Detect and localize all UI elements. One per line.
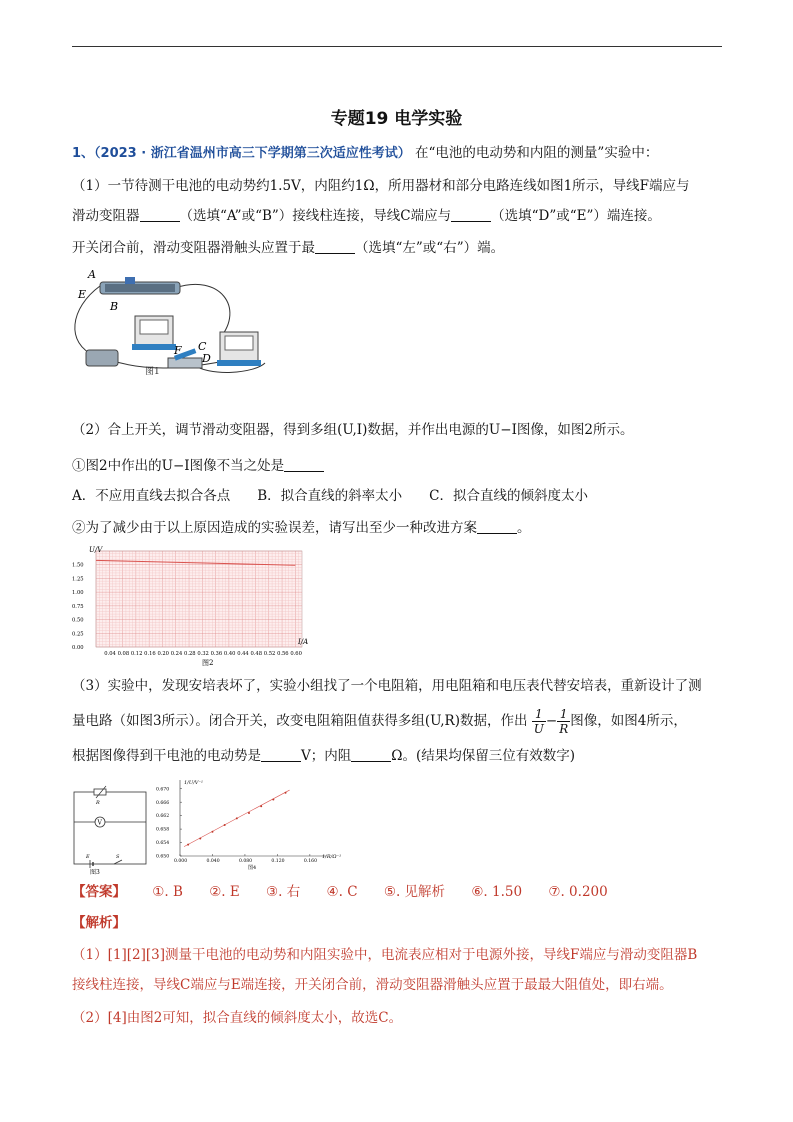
x-tick-label: 0.080	[238, 859, 253, 864]
data-point	[199, 838, 201, 840]
x-tick-label: 0.40	[223, 651, 236, 657]
frac-den: R	[559, 722, 569, 736]
part3-text-c: 根据图像得到干电池的电动势是	[72, 748, 261, 764]
data-point	[248, 812, 250, 814]
x-tick-label: 0.60	[290, 651, 302, 657]
y-tick-label: 0.25	[72, 631, 84, 638]
x-tick-label: 0.36	[210, 651, 223, 657]
fig1-label-b: B	[110, 300, 119, 313]
part1-line2	[72, 206, 732, 226]
part3-text-b: 图像，如图4所示，	[570, 713, 687, 729]
x-tick-label: 0.04	[104, 651, 116, 657]
frac-num: 1	[557, 707, 570, 722]
part1-text-b: （选填“A”或“B”）接线柱连接，导线C端应与	[179, 208, 452, 224]
figure-2-ui-chart	[70, 543, 320, 668]
analysis-line1: （1）[1][2][3]测量干电池的电动势和内阻实验中，电流表应相对于电源外接，导线F端应与滑动变阻器B	[72, 947, 698, 963]
y-tick-label: 0.654	[156, 841, 170, 847]
chart4-ylabel: 1/U/V⁻¹	[184, 780, 204, 786]
part1-line1: （1）一节待测干电池的电动势约1.5V，内阻约1Ω，所用器材和部分电路连线如图1所示，导线F端应与	[72, 178, 690, 194]
page-title: 专题19 电学实验	[330, 109, 463, 129]
question-header	[72, 143, 732, 164]
answer-row	[72, 882, 732, 902]
part1-text-a: 滑动变阻器	[72, 208, 140, 224]
part3-line2: 量电路（如图3所示）。闭合开关，改变电阻箱阻值获得多组(U,R)数据，作出 $\frac{1}{U}$ − $\frac{1}{R}$ 图像，如图4所示，	[72, 707, 687, 736]
question-intro: 在“电池的电动势和内阻的测量”实验中：	[410, 145, 659, 161]
fig1-label-e: E	[78, 288, 87, 301]
answer-1: ①. B	[152, 884, 183, 900]
x-tick-label: 0.20	[157, 651, 170, 657]
x-tick-label: 0.56	[277, 651, 289, 657]
fig1-label-d: D	[202, 352, 211, 365]
analysis-label-row	[72, 913, 732, 933]
chart2-caption: 图2	[202, 659, 214, 667]
analysis-line2: 接线柱连接，导线C端应与E端连接，开关闭合前，滑动变阻器滑触头应置于最最大阻值处，即右端。	[72, 977, 673, 993]
y-tick-label: 0.75	[72, 603, 84, 610]
answer-7: ⑦. 0.200	[548, 884, 608, 900]
part3-text-d: V；内阻	[301, 748, 352, 764]
figure-4-scatter-chart	[150, 776, 350, 872]
part2-intro: （2）合上开关，调节滑动变阻器，得到多组(U,I)数据，并作出电源的U−I图像，如图2所示。	[72, 422, 634, 438]
y-tick-label: 0.662	[156, 814, 170, 820]
answer-blank-5	[477, 519, 517, 534]
fraction-1-over-u	[532, 707, 546, 736]
fig1-label-c: C	[198, 340, 207, 353]
fig1-caption: 图1	[145, 367, 160, 376]
x-tick-label: 0.08	[117, 651, 130, 657]
analysis-label: 【解析】	[72, 915, 126, 931]
data-point	[285, 792, 287, 794]
part2-sub2	[72, 518, 732, 538]
part1-text-e: （选填“左”或“右”）端。	[355, 240, 505, 256]
data-point	[224, 824, 226, 826]
x-tick-label: 0.48	[250, 651, 263, 657]
fig1-label-a: A	[88, 268, 96, 281]
figure-3-circuit	[70, 778, 150, 878]
answer-6: ⑥. 1.50	[471, 884, 523, 900]
part1-text-d: 开关闭合前，滑动变阻器滑触头应置于最	[72, 240, 315, 256]
part2-sub2-text: ②为了减少由于以上原因造成的实验误差，请写出至少一种改进方案	[72, 520, 477, 536]
chart4-caption: 图4	[248, 865, 257, 871]
fig1-label-f: F	[174, 344, 182, 357]
resistor-box	[94, 789, 106, 795]
y-tick-label: 1.25	[72, 576, 84, 583]
data-point	[272, 798, 274, 800]
question-source: 1、（2023 · 浙江省温州市高三下学期第三次适应性考试）	[72, 146, 411, 161]
analysis-line3: （2）[4]由图2可知，拟合直线的倾斜度太小，故选C。	[72, 1010, 403, 1026]
data-point	[260, 805, 262, 807]
answer-blank-1	[140, 207, 180, 222]
answer-3: ③. 右	[266, 884, 301, 900]
x-tick-label: 0.28	[184, 651, 196, 657]
x-tick-label: 0.24	[170, 651, 183, 657]
x-tick-label: 0.120	[271, 859, 285, 864]
part3-line3	[72, 746, 732, 766]
y-tick-label: 0.50	[72, 617, 84, 624]
answer-blank-3	[315, 239, 355, 254]
switch-label: S	[116, 854, 120, 860]
part2-options: A．不应用直线去拟合各点 B．拟合直线的斜率太小 C．拟合直线的倾斜度太小	[72, 488, 588, 504]
answer-label: 【答案】	[72, 884, 126, 900]
fraction-1-over-r	[557, 707, 570, 736]
fig3-caption: 图3	[90, 869, 100, 876]
part2-sub1	[72, 456, 732, 476]
part3-text-a: 量电路（如图3所示）。闭合开关，改变电阻箱阻值获得多组(U,R)数据，作出	[72, 713, 528, 729]
data-point	[236, 817, 238, 819]
answer-blank-6	[261, 747, 301, 762]
answer-blank-4	[284, 457, 324, 472]
y-tick-label: 0.670	[156, 787, 170, 793]
y-tick-label: 0.650	[156, 854, 170, 860]
y-tick-label: 0.666	[156, 800, 170, 806]
answer-blank-7	[351, 747, 391, 762]
x-tick-label: 0.16	[144, 651, 156, 657]
part3-line1: （3）实验中，发现安培表坏了，实验小组找了一个电阻箱，用电阻箱和电压表代替安培表，重新设计了测	[72, 678, 702, 694]
part2-sub2-end: 。	[517, 520, 531, 536]
data-point	[211, 831, 213, 833]
part1-line3	[72, 238, 732, 258]
y-tick-label: 1.00	[72, 590, 84, 597]
chart2-xlabel: I/A	[298, 638, 309, 646]
y-tick-label: 1.50	[72, 562, 84, 569]
x-tick-label: 0.160	[303, 859, 318, 864]
answer-5: ⑤. 见解析	[383, 884, 446, 900]
frac-den: U	[533, 722, 544, 736]
x-tick-label: 0.52	[263, 651, 276, 657]
part3-text-e: Ω。(结果均保留三位有效数字)	[391, 748, 575, 764]
x-tick-label: 0.32	[197, 651, 209, 657]
battery-label: E	[86, 854, 90, 860]
header-rule	[72, 46, 722, 47]
data-point	[187, 844, 189, 846]
frac-num: 1	[532, 707, 546, 722]
part1-text-c: （选填“D”或“E”）端连接。	[491, 208, 661, 224]
x-tick-label: 0.44	[237, 651, 249, 657]
answer-blank-2	[451, 207, 491, 222]
x-tick-label: 0.000	[174, 859, 188, 864]
figure-1-apparatus	[70, 268, 280, 376]
part2-sub1-text: ①图2中作出的U−I图像不当之处是	[72, 458, 285, 474]
chart2-ylabel: U/V	[89, 546, 103, 554]
voltmeter-label: V	[97, 819, 102, 827]
answer-2: ②. E	[209, 884, 240, 900]
resistor-label: R	[96, 800, 100, 806]
x-tick-label: 0.12	[130, 651, 143, 657]
x-tick-label: 0.040	[206, 859, 220, 864]
y-tick-label: 0.00	[72, 645, 84, 651]
y-tick-label: 0.658	[156, 827, 170, 833]
chart4-xlabel: 1/R/Ω⁻¹	[322, 854, 342, 860]
answer-4: ④. C	[326, 884, 358, 900]
